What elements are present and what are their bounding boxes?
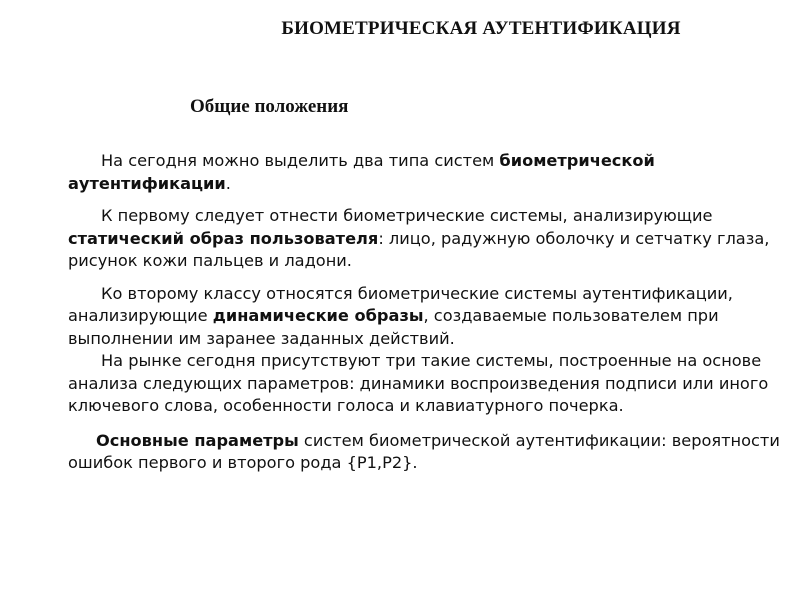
paragraph-text: Ко второму классу относятся биометрические системы аутентификации, анализирующие: [68, 283, 733, 325]
paragraph-text: На сегодня можно выделить два типа систем: [101, 151, 500, 170]
paragraph-dynamic: [68, 283, 793, 351]
paragraph-text: .: [225, 173, 231, 193]
bold-term: статический образ пользователя: [68, 228, 379, 248]
paragraph-text: , создаваемые пользователем при выполнении им заранее заданных действий.: [68, 306, 719, 348]
slide-title: БИОМЕТРИЧЕСКАЯ АУТЕНТИФИКАЦИЯ: [281, 18, 681, 39]
paragraph-static: [68, 205, 793, 273]
paragraph-text: К первому следует отнести биометрические системы, анализирующие: [101, 206, 713, 225]
paragraph-text: систем биометрической аутентификации: вероятности ошибок первого и второго рода {P1,P2}.: [68, 430, 780, 472]
paragraph-types: [68, 150, 793, 195]
paragraph-parameters: [68, 430, 793, 475]
bold-term: Основные параметры: [96, 430, 299, 450]
slide-subtitle: Общие положения: [190, 96, 349, 117]
paragraph-text: : лицо, радужную оболочку и сетчатку глаза, рисунок кожи пальцев и ладони.: [68, 228, 770, 270]
paragraph-text: На рынке сегодня присутствуют три такие системы, построенные на основе анализа следующих параметров: динамики воспроизведения подписи или иного ключевого слова, особенности голоса и клавиатурного почерка.: [68, 351, 769, 415]
bold-term: динамические образы: [212, 306, 424, 325]
paragraph-market: [68, 350, 793, 418]
bold-term: биометрической аутентификации: [68, 151, 655, 193]
slide-body: [68, 150, 793, 475]
